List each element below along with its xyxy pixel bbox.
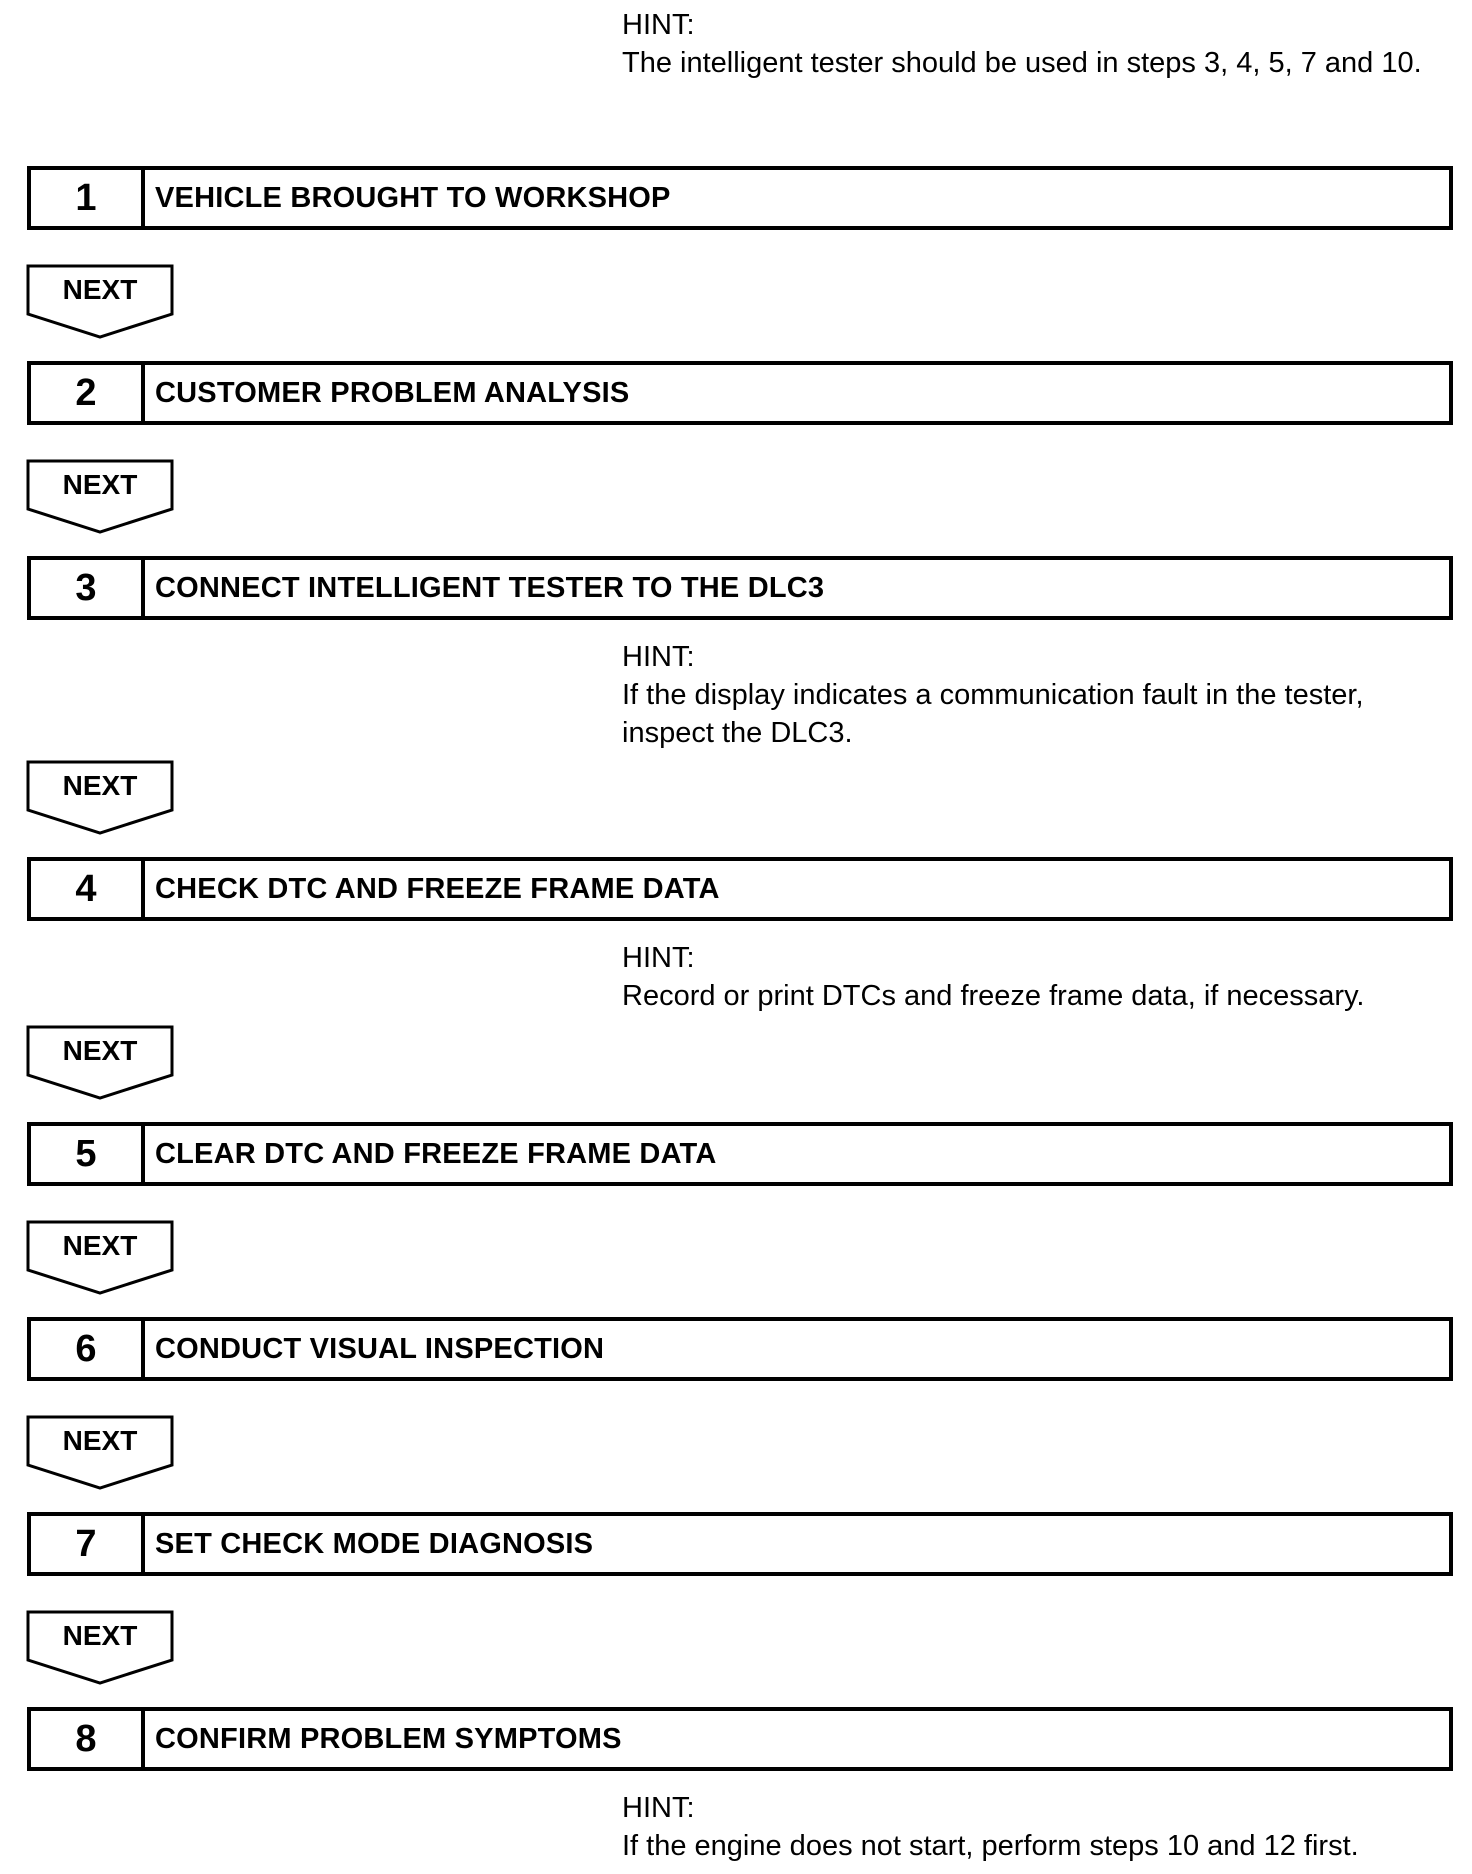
hint-block — [622, 939, 1442, 1015]
next-label: NEXT — [62, 1230, 138, 1261]
hint-block — [622, 638, 1442, 752]
next-label: NEXT — [62, 469, 138, 500]
next-arrow — [26, 459, 174, 535]
step-title: CUSTOMER PROBLEM ANALYSIS — [155, 376, 630, 409]
step-box-4 — [27, 857, 1453, 921]
step-title: CONDUCT VISUAL INSPECTION — [155, 1332, 605, 1365]
step-title: CLEAR DTC AND FREEZE FRAME DATA — [155, 1137, 717, 1170]
next-arrow — [26, 1025, 174, 1101]
step-box-2 — [27, 361, 1453, 425]
step-title: VEHICLE BROUGHT TO WORKSHOP — [155, 181, 671, 214]
next-arrow — [26, 1415, 174, 1491]
step-number: 3 — [31, 560, 145, 616]
next-arrow — [26, 1220, 174, 1296]
step-box-7 — [27, 1512, 1453, 1576]
step-box-3 — [27, 556, 1453, 620]
step-number: 8 — [31, 1711, 145, 1767]
hint-text: Record or print DTCs and freeze frame data, if necessary. — [622, 980, 1365, 1012]
step-number: 2 — [31, 365, 145, 421]
next-label: NEXT — [62, 770, 138, 801]
next-label: NEXT — [62, 274, 138, 305]
step-title: SET CHECK MODE DIAGNOSIS — [155, 1527, 594, 1560]
hint-label: HINT: — [622, 1792, 695, 1824]
hint-text: The intelligent tester should be used in steps 3, 4, 5, 7 and 10. — [622, 47, 1422, 79]
step-number: 1 — [31, 170, 145, 226]
step-number: 5 — [31, 1126, 145, 1182]
hint-text: If the engine does not start, perform steps 10 and 12 first. — [622, 1830, 1359, 1862]
hint-block — [622, 6, 1442, 82]
step-title: CONNECT INTELLIGENT TESTER TO THE DLC3 — [155, 571, 825, 604]
step-number: 7 — [31, 1516, 145, 1572]
next-arrow — [26, 1610, 174, 1686]
hint-block — [622, 1789, 1442, 1865]
step-title: CHECK DTC AND FREEZE FRAME DATA — [155, 872, 720, 905]
next-label: NEXT — [62, 1620, 138, 1651]
next-label: NEXT — [62, 1035, 138, 1066]
hint-text: If the display indicates a communication fault in the tester, inspect the DLC3. — [622, 679, 1364, 749]
step-box-5 — [27, 1122, 1453, 1186]
hint-label: HINT: — [622, 942, 695, 974]
step-title: CONFIRM PROBLEM SYMPTOMS — [155, 1722, 622, 1755]
step-box-1 — [27, 166, 1453, 230]
next-arrow — [26, 760, 174, 836]
next-label: NEXT — [62, 1425, 138, 1456]
step-box-6 — [27, 1317, 1453, 1381]
hint-label: HINT: — [622, 9, 695, 41]
hint-label: HINT: — [622, 641, 695, 673]
step-number: 4 — [31, 861, 145, 917]
next-arrow — [26, 264, 174, 340]
step-number: 6 — [31, 1321, 145, 1377]
step-box-8 — [27, 1707, 1453, 1771]
